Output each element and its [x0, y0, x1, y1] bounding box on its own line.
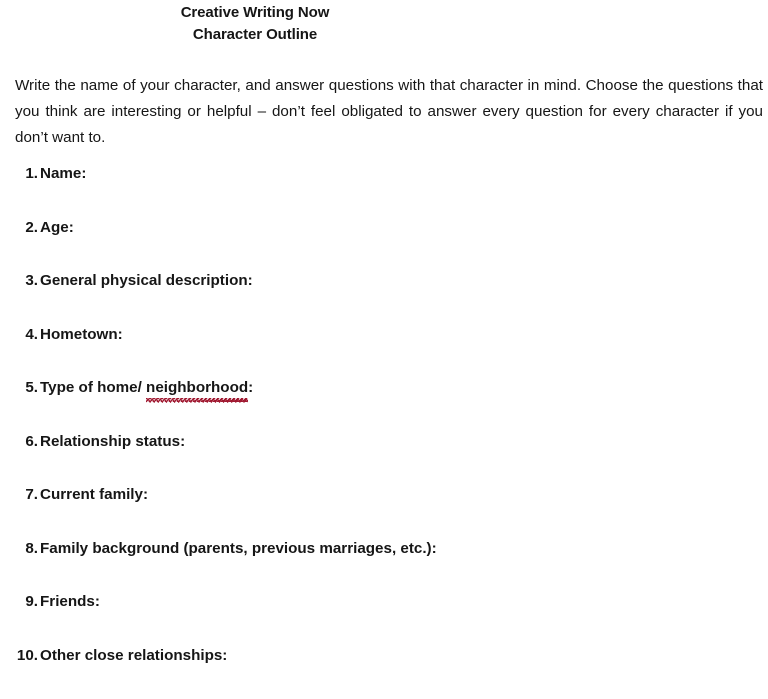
list-item — [0, 646, 768, 699]
list-item-number: 5. — [0, 378, 38, 398]
list-item — [0, 432, 768, 486]
list-item-label: Friends: — [40, 592, 100, 612]
list-item — [0, 271, 768, 325]
list-item-number: 8. — [0, 539, 38, 559]
list-item — [0, 485, 768, 539]
list-item-label: Relationship status: — [40, 432, 185, 452]
list-item-label: Name: — [40, 164, 86, 184]
list-item-text-suffix: : — [248, 379, 253, 396]
list-item-label: Hometown: — [40, 325, 123, 345]
heading-document-title: Character Outline — [45, 24, 465, 46]
heading-site-title: Creative Writing Now — [0, 2, 510, 24]
list-item-number: 9. — [0, 592, 38, 612]
list-item — [0, 325, 768, 379]
list-item — [0, 539, 768, 593]
spellcheck-squiggle-icon — [146, 398, 248, 403]
list-item-label: Family background (parents, previous marriages, etc.): — [40, 539, 437, 559]
list-item-number: 2. — [0, 218, 38, 238]
list-item-text-prefix: Type of home/ — [40, 379, 146, 396]
list-item-number: 6. — [0, 432, 38, 452]
document-heading — [0, 2, 510, 46]
list-item-label: Current family: — [40, 485, 148, 505]
list-item — [0, 218, 768, 272]
list-item — [0, 592, 768, 646]
list-item-label: Age: — [40, 218, 74, 238]
list-item-number: 10. — [0, 646, 38, 666]
list-item-label: Other close relationships: — [40, 646, 227, 666]
list-item-number: 4. — [0, 325, 38, 345]
list-item-number: 3. — [0, 271, 38, 291]
list-item — [0, 378, 768, 432]
misspelled-word-neighborhood — [146, 378, 248, 398]
list-item-label — [40, 378, 253, 398]
list-item — [0, 164, 768, 218]
character-questions-list — [0, 164, 768, 699]
list-item-number: 1. — [0, 164, 38, 184]
misspelled-word-text: neighborhood — [146, 379, 248, 396]
list-item-number: 7. — [0, 485, 38, 505]
list-item-label: General physical description: — [40, 271, 253, 291]
intro-paragraph: Write the name of your character, and answer questions with that character in mind. Choose the questions that you think are interesting or helpful – don’t feel obligated to answer every question for every character if you don’t want to. — [15, 73, 763, 151]
